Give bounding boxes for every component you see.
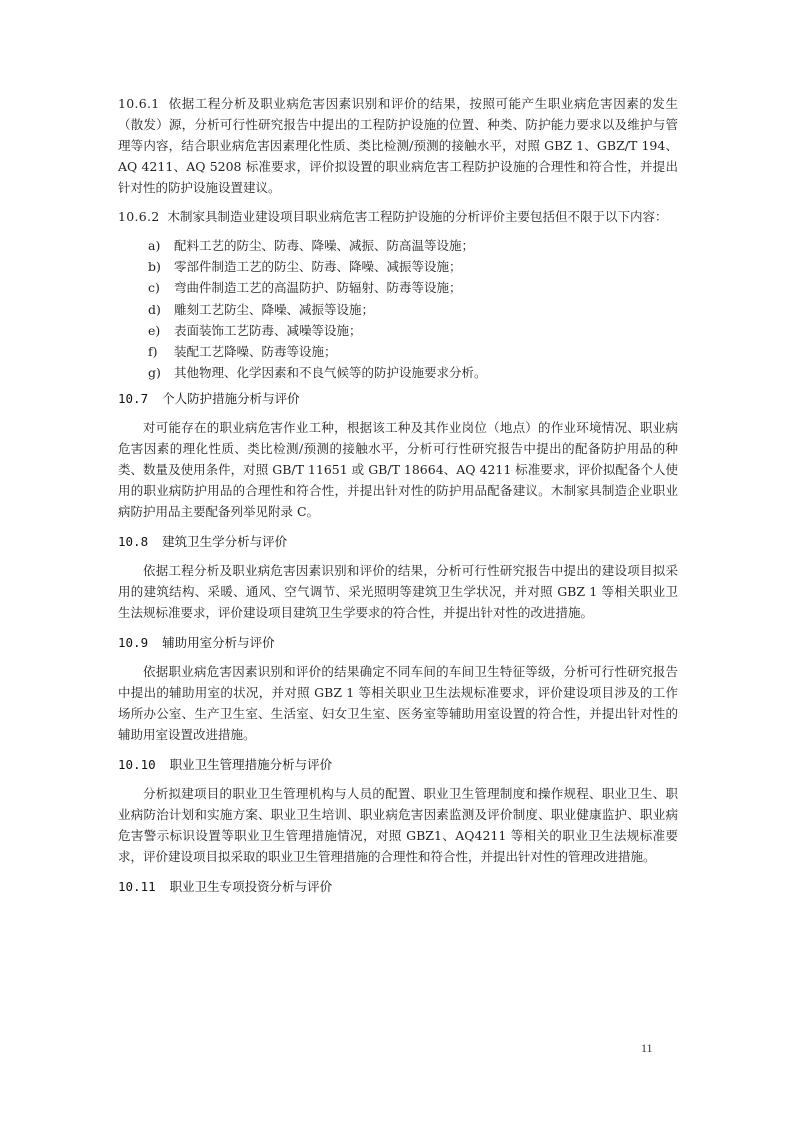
- clause-number: 10.6.1: [118, 96, 160, 111]
- section-body-10-10: 分析拟建项目的职业卫生管理机构与人员的配置、职业卫生管理制度和操作规程、职业卫生、职业病防治计划和实施方案、职业卫生培训、职业病危害因素监测及评价制度、职业健康监护、职业病危害警示标识设置等职业卫生管理措施情况，对照 GBZ1、AQ4211 等相关的职业卫生法规标准要求，评价建设项目拟采取的职业卫生管理措施的合理性和符合性，并提出针对性的管理改进措施。: [118, 786, 678, 865]
- list-marker: a): [148, 238, 161, 253]
- section-heading-10-9: [118, 633, 678, 653]
- section-heading-10-7: [118, 389, 678, 409]
- clause-10-6-1: [118, 93, 678, 198]
- clause-text: 依据工程分析及职业病危害因素识别和评价的结果，按照可能产生职业病危害因素的发生（散发）源，分析可行性研究报告中提出的工程防护设施的位置、种类、防护能力要求以及维护与管理等内容，结合职业病危害因素理化性质、类比检测/预测的接触水平，对照 GBZ 1、GBZ/T 194、AQ 4211、AQ 5208 标准要求，评价拟设置的职业病危害工程防护设施的合理性和符合性，并提出针对性的防护设施设置建议。: [118, 96, 678, 195]
- section-title: 辅助用室分析与评价: [162, 635, 275, 651]
- clause-number: 10.6.2: [118, 209, 160, 224]
- list-item-text: 其他物理、化学因素和不良气候等的防护设施要求分析。: [174, 365, 487, 381]
- section-heading-10-10: [118, 755, 678, 775]
- clause-10-6-2: [118, 206, 678, 227]
- list-marker: f): [148, 344, 158, 360]
- list-item: [118, 235, 678, 256]
- list-marker: g): [148, 365, 161, 381]
- section-body-10-9: 依据职业病危害因素识别和评价的结果确定不同车间的车间卫生特征等级，分析可行性研究报告中提出的辅助用室的状况，并对照 GBZ 1 等相关职业卫生法规标准要求，评价建设项目涉及的工作场所办公室、生产卫生室、生活室、妇女卫生室、医务室等辅助用室设置的符合性，并提出针对性的辅助用室设置改进措施。: [118, 664, 678, 743]
- clause-text: 木制家具制造业建设项目职业病危害工程防护设施的分析评价主要包括但不限于以下内容：: [167, 209, 668, 224]
- list-marker: c): [148, 280, 160, 296]
- list-item-text: 雕刻工艺防尘、降噪、减振等设施；: [174, 301, 375, 317]
- list-item: [118, 362, 678, 383]
- list-item: [118, 320, 678, 341]
- section-heading-10-11: [118, 877, 678, 897]
- list-item-text: 弯曲件制造工艺的高温防护、防辐射、防毒等设施；: [174, 280, 462, 296]
- section-number: 10.8: [118, 534, 149, 550]
- list-item: [118, 341, 678, 362]
- list-item: [118, 299, 678, 320]
- list-item-text: 零部件制造工艺的防尘、防毒、降噪、减振等设施；: [174, 259, 462, 275]
- section-title: 职业卫生管理措施分析与评价: [169, 757, 333, 773]
- section-title: 个人防护措施分析与评价: [162, 391, 300, 407]
- list-marker: e): [148, 322, 161, 338]
- list-item-text: 表面装饰工艺防毒、减噪等设施；: [174, 322, 362, 338]
- section-title: 建筑卫生学分析与评价: [162, 534, 288, 550]
- section-number: 10.10: [118, 757, 156, 773]
- page-number: 11: [641, 1041, 653, 1055]
- list-marker: b): [148, 259, 161, 275]
- section-number: 10.9: [118, 635, 149, 651]
- list-item-text: 配料工艺的防尘、防毒、降噪、减振、防高温等设施；: [174, 238, 475, 253]
- section-heading-10-8: [118, 532, 678, 552]
- list-item: [118, 277, 678, 298]
- page-content: [118, 93, 678, 905]
- section-body-10-7: 对可能存在的职业病危害作业工种，根据该工种及其作业岗位（地点）的作业环境情况、职业病危害因素的理化性质、类比检测/预测的接触水平，分析可行性研究报告中提出的配备防护用品的种类、数量及使用条件，对照 GB/T 11651 或 GB/T 18664、AQ 4211 标准要求，评价拟配备个人使用的职业病防护用品的合理性和符合性，并提出针对性的防护用品配备建议。木制家具制造企业职业病防护用品主要配备列举见附录 C。: [118, 420, 678, 520]
- list-item: [118, 256, 678, 277]
- protection-facility-list: [118, 235, 678, 383]
- list-marker: d): [148, 301, 161, 317]
- section-body-10-8: 依据工程分析及职业病危害因素识别和评价的结果，分析可行性研究报告中提出的建设项目拟采用的建筑结构、采暖、通风、空气调节、采光照明等建筑卫生学状况，并对照 GBZ 1 等相关职业卫生法规标准要求，评价建设项目建筑卫生学要求的符合性，并提出针对性的改进措施。: [118, 563, 678, 621]
- section-number: 10.11: [118, 879, 156, 895]
- section-number: 10.7: [118, 391, 149, 407]
- section-title: 职业卫生专项投资分析与评价: [169, 879, 333, 895]
- list-item-text: 装配工艺降噪、防毒等设施；: [174, 344, 337, 360]
